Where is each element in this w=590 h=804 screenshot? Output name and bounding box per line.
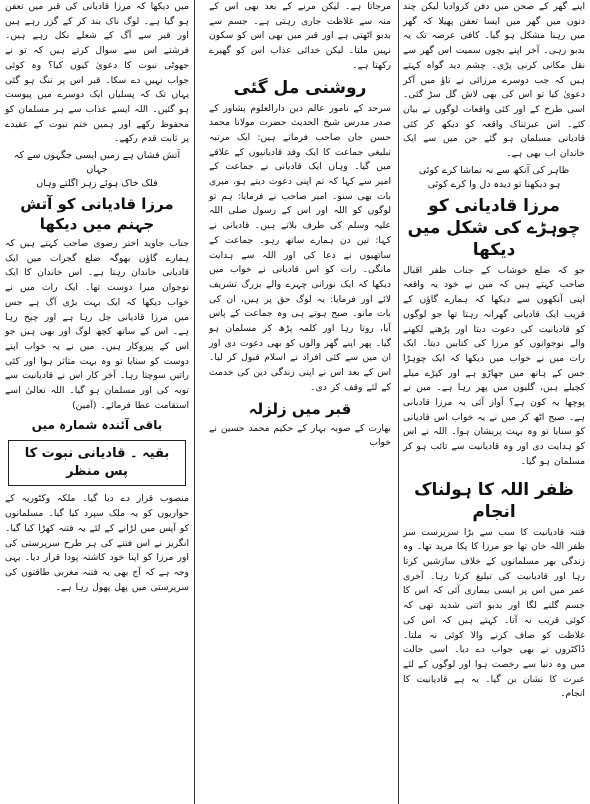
article-text: سرحد کے نامور عالم دین دارالعلوم پشاور کے صدر مدرس شیخ الحدیث حضرت مولانا محمد حسن جان صاحب فرماتے ہیں: ایک مرتبہ تبلیغی جماعت کا ایک وفد قادیانیوں کے علاقے میں گیا۔ وہاں ایک قادیانی نے جماعت کے امیر سے کہا کہ تم اپنی دعوت دیتے ہو، میری بات بھی سنو۔ امیر صاحب نے فرمایا: ہم تو لوگوں کو اللہ اور اس کے رسول صلی اللہ علیہ وسلم کی طرف بلاتے ہیں۔ قادیانی نے کہا: تین دن ہمارے ساتھ رہو۔ جماعت کے ساتھیوں نے دعا کی اور اللہ سے ہدایت مانگی۔ رات کو اس قادیانی نے خواب میں دیکھا کہ ایک نورانی چہرے والے بزرگ تشریف لائے اور فرمایا: یہ لوگ حق پر ہیں، ان کی بات مانو۔ صبح ہوتے ہی وہ جماعت کے پاس آیا، روتا رہا اور کلمہ پڑھ کر مسلمان ہو گیا۔ پھر اپنے گھر والوں کو بھی دعوت دی اور ان میں سے کئی افراد نے اسلام قبول کر لیا۔ اس کے بعد اس نے اپنی زندگی دین کی خدمت کے لئے وقف کر دی۔ [209, 102, 391, 393]
column-divider [194, 0, 195, 804]
article-text: میں دیکھا کہ مرزا قادیانی کی قبر میں تعفن ہو گیا ہے۔ لوگ ناک بند کر کے گزر رہے ہیں اور قبر سے آگ کے شعلے نکل رہے ہیں۔ فرشتے اس سے سوال کرتے ہیں کہ تو نے جھوٹی نبوت کا دعویٰ کیوں کیا؟ وہ کوئی جواب نہیں دے سکا۔ قبر اس پر تنگ ہو گئی یہاں تک کہ پسلیاں ایک دوسرے میں پیوست ہو گئیں۔ اللہ ایسے عذاب سے ہر مسلمان کو محفوظ رکھے اور ہمیں ختم نبوت کے عقیدے پر ثابت قدم رکھے۔ [5, 1, 189, 145]
article-text: جو کہ ضلع خوشاب کے جناب ظفر اقبال صاحب کہتے ہیں کہ میں نے خود یہ واقعہ اپنی آنکھوں سے دیکھا کہ ہمارے گاؤں کے قریب ایک قادیانی گھرانہ رہتا تھا جو لوگوں کو قادیانیت کی دعوت دیتا اور پڑھنے لکھنے والے نوجوانوں کو مرزا کی کتابیں دیتا۔ ایک رات میں نے خواب میں دیکھا کہ ایک چوہڑا جس کے ہاتھ میں جھاڑو ہے اور کپڑے میلے کچیلے ہیں، گلیوں میں پھر رہا ہے۔ میں نے پوچھا یہ کون ہے؟ آواز آئی یہ مرزا قادیانی ہے۔ صبح اٹھ کر میں نے یہ خواب اس قادیانی کو سنایا تو وہ بہت پریشان ہوا۔ اللہ نے اس کو ہدایت دی اور وہ قادیانیت سے تائب ہو کر مسلمان ہو گیا۔ [403, 264, 585, 467]
article-text: جناب جاوید اختر رضوی صاحب کہتے ہیں کہ ہمارے گاؤں بھوگہ ضلع گجرات میں ایک قادیانی خاندان رہتا ہے۔ اس خاندان کا ایک نوجوان میرا دوست تھا۔ ایک رات میں نے خواب دیکھا کہ ایک بہت بڑی آگ ہے جس میں مرزا قادیانی جل رہا ہے اور چیخ رہا ہے۔ اس کے ساتھ کچھ لوگ اور بھی ہیں جو اس کے پیروکار ہیں۔ میں نے یہ خواب اپنے دوست کو سنایا تو وہ بہت متاثر ہوا اور کئی راتیں سوچتا رہا۔ آخر کار اس نے قادیانیت سے توبہ کی اور مسلمان ہو گیا۔ اللہ تعالیٰ اسے استقامت عطا فرمائے۔ (آمین) [5, 238, 189, 411]
article-heading: مرزا قادیانی کو چوہڑے کی شکل میں دیکھا [407, 195, 581, 260]
verse: ظاہر کی آنکھ سے نہ تماشا کرے کوئی ہو دیکھنا تو دیدہ دل وا کرے کوئی [418, 164, 570, 190]
article-text: مرجاتا ہے۔ لیکن مرنے کے بعد بھی اس کے منہ سے غلاظت جاری رہتی ہے۔ جسم سے بدبو اٹھتی ہے اور قبر میں بھی اس کو سکون نہیں ملتا۔ لیکن خدائی عذاب اس کو گھیرے رکھتا ہے۔ [209, 1, 391, 71]
continued-note: باقی آئندہ شمارہ میں [31, 418, 163, 433]
right-column [400, 0, 588, 804]
article-heading: روشنی مل گئی [233, 77, 367, 98]
article-text: منصوب قرار دے دیا گیا۔ ملکہ وکٹوریہ کے حواریوں کو یہ ملک سپرد کیا گیا۔ مسلمانوں کو آپس میں لڑانے کے لئے یہ فتنہ کھڑا کیا گیا۔ انگریز نے اس فتنے کی ہر طرح سرپرستی کی اور مرزا کو اپنا خود کاشتہ پودا قرار دیا۔ یہی وجہ ہے کہ آج بھی یہ فتنہ مغربی طاقتوں کی سرپرستی میں پھل پھول رہا ہے۔ [5, 493, 189, 593]
article-text: بھارت کے صوبہ بہار کے حکیم محمد حسین نے خواب [209, 422, 391, 449]
article-text: اپنے گھر کے صحن میں دفن کروادیا لیکن چند دنوں میں گھر میں ایسا تعفن پھیلا کہ گھر میں رہنا مشکل ہو گیا۔ کافی عرصہ تک یہ بدبو رہی۔ آخر اپنے بچوں سمیت اس گھر سے نقل مکانی کرنی پڑی۔ چشم دید گواہ کہتے ہیں کہ جب دوسرے مرزائی نے تاؤ میں آکر دعویٰ کیا تو اس کی بھی لاش گل سڑ گئی۔ اسی طرح کے اور کئی واقعات لوگوں نے بیان کئے۔ اس عبرتناک واقعہ کو دیکھ کر کئی قادیانی مسلمان ہو گئے جن میں سے ایک خاندان اب بھی ہے۔ [403, 1, 585, 160]
verse: آتش فشاں ہے زمیں ایسی جگہوں سے کہ جہاں فلک خاک ہوئے زہر اگلتے وہاں [13, 150, 181, 190]
article-heading: ظفر اللہ کا ہولناک انجام [414, 479, 574, 522]
article-heading: مرزا قادیانی کو آتش جہنم میں دیکھا [20, 195, 174, 234]
column-divider [398, 0, 399, 804]
article-text: فتنہ قادیانیت کا سب سے بڑا سرپرست سر ظفر اللہ خان تھا جو مرزا کا پکا مرید تھا۔ وہ زندگی بھر مسلمانوں کے خلاف سازشیں کرتا رہا اور قادیانیت کی تبلیغ کرتا رہا۔ آخری عمر میں اس پر ایسی بیماری آئی کہ اس کا جسم گلنے لگا اور بدبو اتنی شدید تھی کہ کوئی قریب نہ آتا۔ کہتے ہیں کہ اس کی غلاظت کو صاف کرنے والا کوئی نہ ملتا۔ ڈاکٹروں نے بھی جواب دے دیا۔ اسی حالت میں وہ دنیا سے رخصت ہوا اور لوگوں کے لئے عبرت کا نشان بن گیا۔ یہ ہے قادیانیت کا انجام۔ [402, 526, 585, 700]
left-column [2, 0, 192, 804]
middle-column [206, 0, 394, 804]
continuation-box: بقیہ ۔ قادیانی نبوت کا پس منظر [8, 440, 186, 486]
article-heading: قبر میں زلزلہ [248, 399, 352, 418]
